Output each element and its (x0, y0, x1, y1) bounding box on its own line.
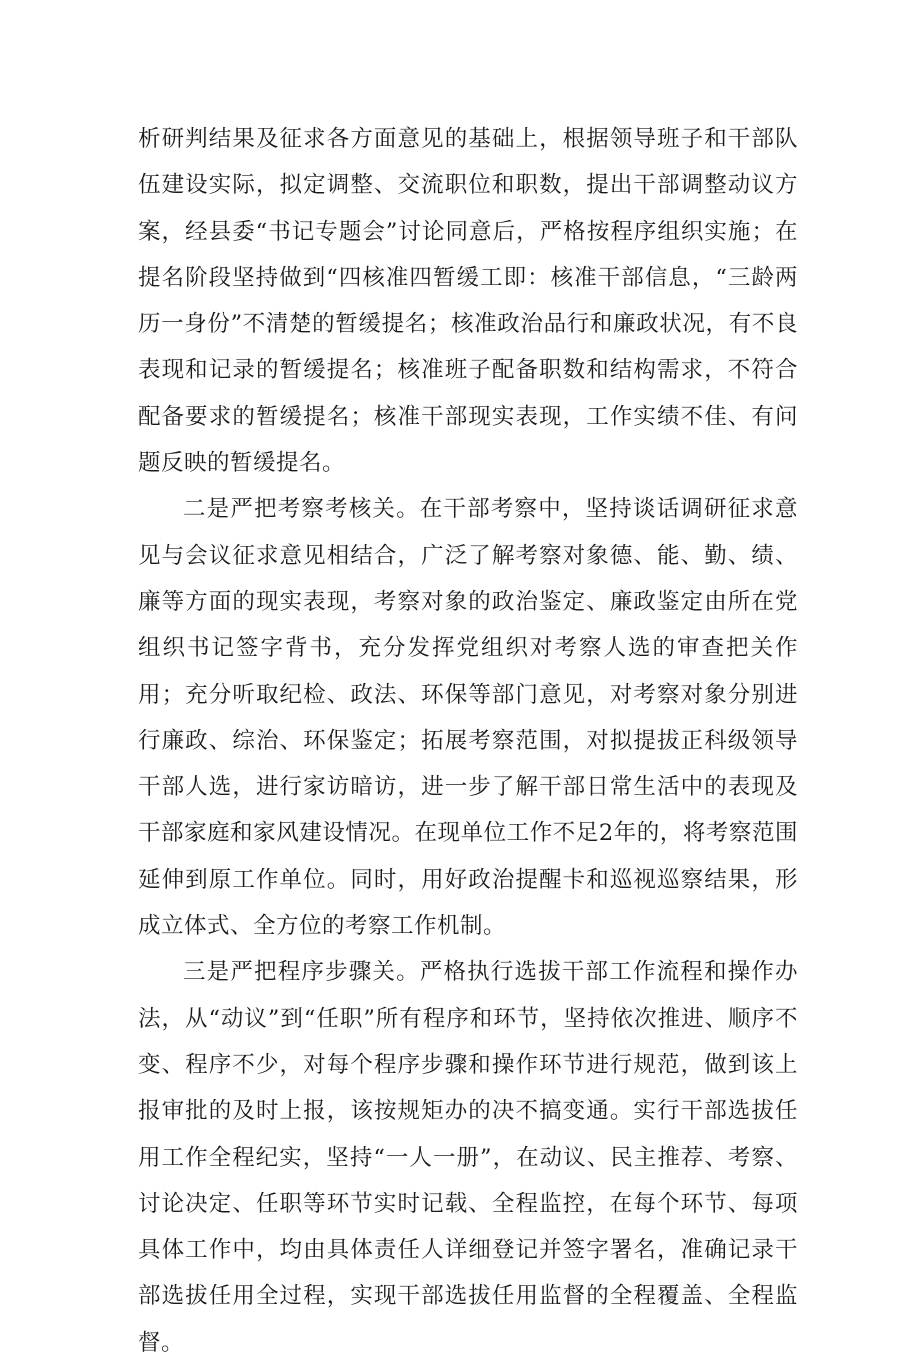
paragraph-procedure: 三是严把程序步骤关。严格执行选拔干部工作流程和操作办法，从“动议”到“任职”所有程序和环节，坚持依次推进、顺序不变、程序不少，对每个程序步骤和操作环节进行规范，做到该上报审批的及时上报，该按规矩办的决不搞变通。实行干部选拔任用工作全程纪实，坚持“一人一册”，在动议、民主推荐、考察、讨论决定、任职等环节实时记载、全程监控，在每个环节、每项具体工作中，均由具体责任人详细登记并签字署名，准确记录干部选拔任用全过程，实现干部选拔任用监督的全程覆盖、全程监督。 (138, 959, 798, 1356)
paragraph-inspection: 二是严把考察考核关。在干部考察中，坚持谈话调研征求意见与会议征求意见相结合，广泛了解考察对象德、能、勤、绩、廉等方面的现实表现，考察对象的政治鉴定、廉政鉴定由所在党组织书记签字背书，充分发挥党组织对考察人选的审查把关作用；充分听取纪检、政法、环保等部门意见，对考察对象分别进行廉政、综治、环保鉴定；拓展考察范围，对拟提拔正科级领导干部人选，进行家访暗访，进一步了解干部日常生活中的表现及干部家庭和家风建设情况。在现单位工作不足2年的，将考察范围延伸到原工作单位。同时，用好政治提醒卡和巡视巡察结果，形成立体式、全方位的考察工作机制。 (138, 496, 798, 940)
paragraph-continuation: 析研判结果及征求各方面意见的基础上，根据领导班子和干部队伍建设实际，拟定调整、交流职位和职数，提出干部调整动议方案，经县委“书记专题会”讨论同意后，严格按程序组织实施；在提名阶段坚持做到“四核准四暂缓工即：核准干部信息，“三龄两历一身份”不清楚的暂缓提名；核准政治品行和廉政状况，有不良表现和记录的暂缓提名；核准班子配备职数和结构需求，不符合配备要求的暂缓提名；核准干部现实表现，工作实绩不佳、有问题反映的暂缓提名。 (138, 126, 798, 477)
document-body (138, 116, 798, 1366)
